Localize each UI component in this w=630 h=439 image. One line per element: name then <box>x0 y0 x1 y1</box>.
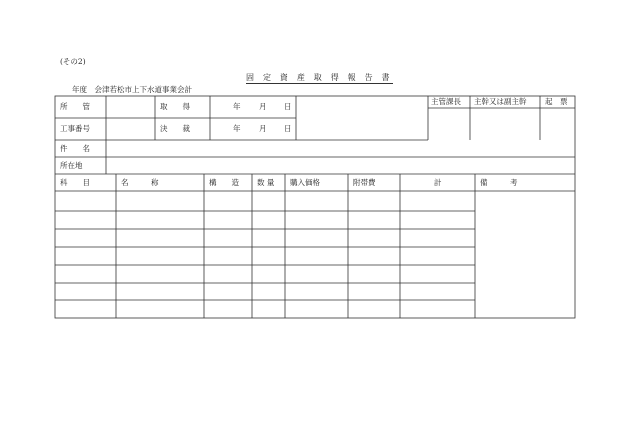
col-header-name: 名 称 <box>121 178 159 187</box>
location-label: 所在地 <box>60 161 83 170</box>
work-number-label: 工事番号 <box>60 124 90 133</box>
appr-year-label: 年 <box>233 124 241 133</box>
acquisition-label: 取 得 <box>160 102 190 111</box>
col-header-incidental: 附帯費 <box>353 178 376 187</box>
approval-deputy: 主幹又は副主幹 <box>474 97 527 106</box>
page-number: (その2) <box>60 57 86 66</box>
appr-month-label: 月 <box>259 124 267 133</box>
approval-label: 決 裁 <box>160 124 190 133</box>
page-title: 固 定 資 産 取 得 報 告 書 <box>246 73 393 82</box>
approval-drafter: 起 票 <box>545 97 568 106</box>
col-header-price: 購入価格 <box>290 178 320 187</box>
acq-month-label: 月 <box>259 102 267 111</box>
col-header-structure: 構 造 <box>209 178 239 187</box>
acq-day-label: 日 <box>284 102 292 111</box>
col-header-account: 科 目 <box>60 178 90 187</box>
approval-chief: 主管課長 <box>431 97 461 106</box>
acq-year-label: 年 <box>233 102 241 111</box>
subject-label: 件 名 <box>60 144 90 153</box>
col-header-total: 計 <box>434 178 442 187</box>
col-header-remarks: 備 考 <box>480 178 518 187</box>
fiscal-year-line: 年度 会津若松市上下水道事業会計 <box>72 85 192 94</box>
col-header-quantity: 数 量 <box>257 178 275 187</box>
appr-day-label: 日 <box>284 124 292 133</box>
office-label: 所 管 <box>60 102 90 111</box>
